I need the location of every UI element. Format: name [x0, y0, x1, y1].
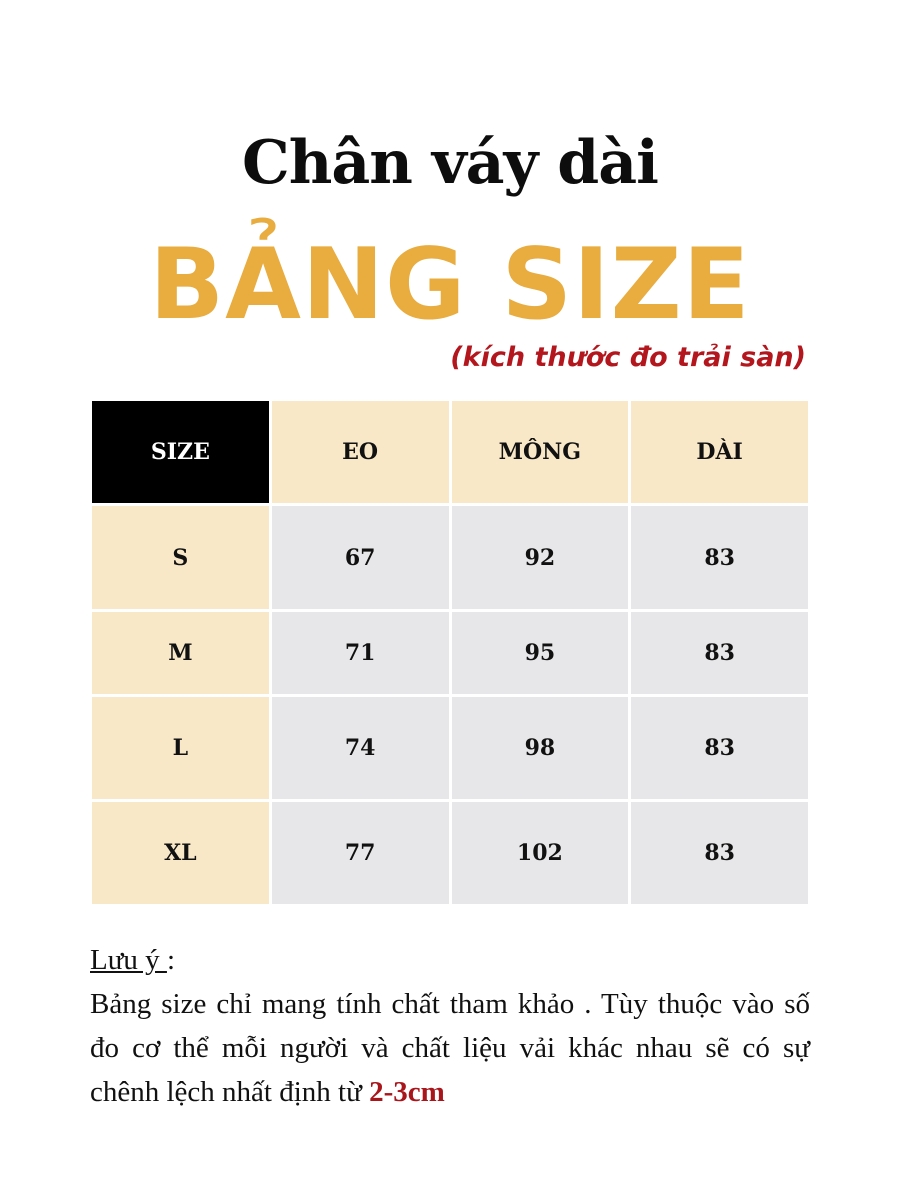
note-highlight: 2-3cm [369, 1076, 445, 1108]
mong-cell: 98 [452, 697, 629, 799]
eo-cell: 67 [272, 506, 449, 609]
note-section [90, 938, 810, 1114]
table-row [92, 612, 808, 694]
size-chart-heading: BẢNG SIZE [149, 228, 751, 342]
dai-cell: 83 [631, 697, 808, 799]
mong-cell: 92 [452, 506, 629, 609]
eo-cell: 71 [272, 612, 449, 694]
note-text: Bảng size chỉ mang tính chất tham khảo . Tùy thuộc vào số đo cơ thể mỗi người và chất liệu vải khác nhau sẽ có sự chênh lệch nhất định từ [90, 988, 810, 1108]
dai-cell: 83 [631, 802, 808, 904]
size-cell: L [92, 697, 269, 799]
table-row [92, 506, 808, 609]
header-mong: MÔNG [452, 401, 629, 503]
header-dai: DÀI [631, 401, 808, 503]
size-table [89, 398, 811, 907]
size-cell: M [92, 612, 269, 694]
header-size: SIZE [92, 401, 269, 503]
note-label: Lưu ý [90, 944, 167, 976]
eo-cell: 74 [272, 697, 449, 799]
size-cell: S [92, 506, 269, 609]
dai-cell: 83 [631, 506, 808, 609]
mong-cell: 102 [452, 802, 629, 904]
dai-cell: 83 [631, 612, 808, 694]
table-header-row [92, 401, 808, 503]
mong-cell: 95 [452, 612, 629, 694]
header-eo: EO [272, 401, 449, 503]
page-title: Chân váy dài [242, 128, 658, 198]
size-cell: XL [92, 802, 269, 904]
note-body [90, 982, 810, 1114]
eo-cell: 77 [272, 802, 449, 904]
note-heading [90, 938, 810, 982]
note-colon: : [166, 944, 175, 976]
table-row [92, 697, 808, 799]
measurement-subtitle: (kích thước đo trải sàn) [450, 342, 806, 373]
table-row [92, 802, 808, 904]
